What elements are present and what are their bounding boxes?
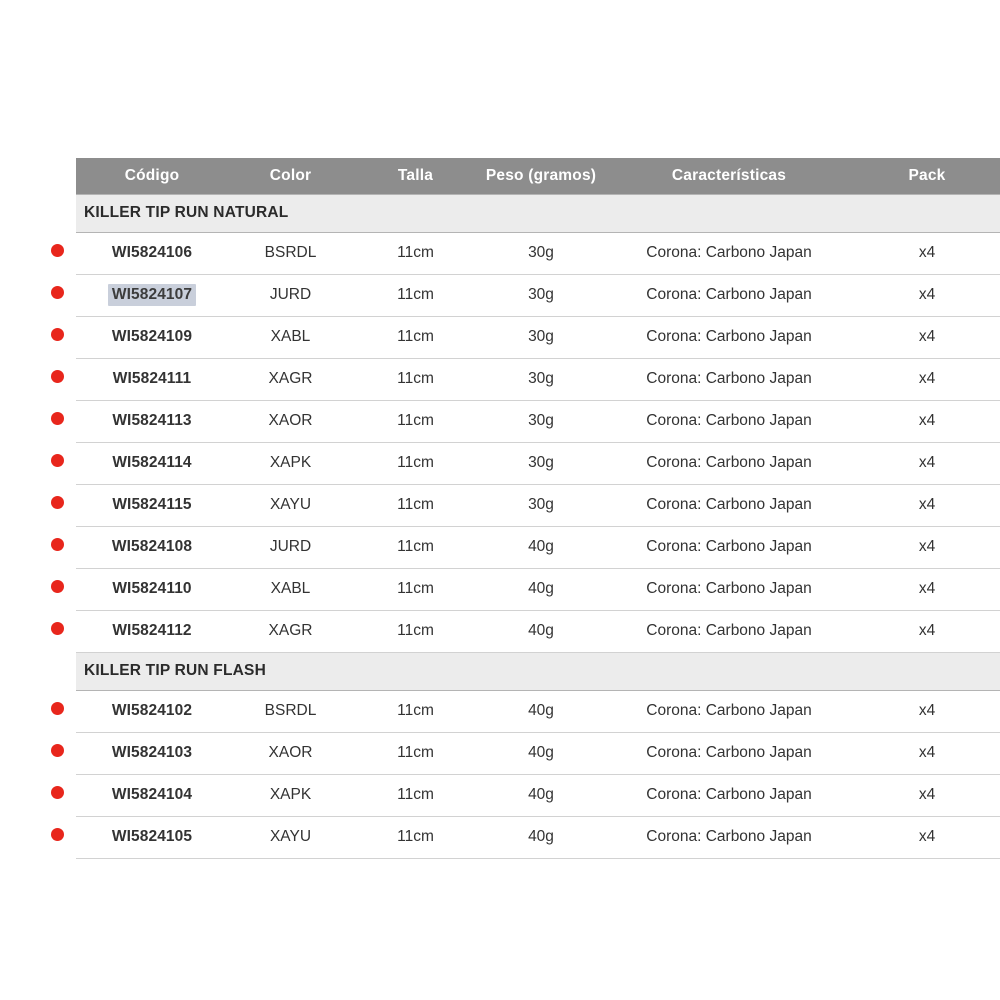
table-row[interactable] xyxy=(38,442,1000,484)
cell-codigo[interactable] xyxy=(76,484,228,526)
cell-pack: x4 xyxy=(854,690,1000,732)
bullet-dot-icon xyxy=(51,580,64,593)
column-header-color: Color xyxy=(269,166,312,184)
cell-color: XAOR xyxy=(228,400,353,442)
table-header-row xyxy=(38,158,1000,194)
row-marker-cell xyxy=(38,774,76,816)
cell-codigo[interactable] xyxy=(76,442,228,484)
product-code[interactable]: WI5824115 xyxy=(112,496,192,513)
cell-color: XABL xyxy=(228,568,353,610)
product-code[interactable]: WI5824110 xyxy=(112,580,192,597)
cell-color: BSRDL xyxy=(228,232,353,274)
bullet-dot-icon xyxy=(51,702,64,715)
cell-talla: 11cm xyxy=(353,274,478,316)
table-row[interactable] xyxy=(38,774,1000,816)
cell-codigo[interactable] xyxy=(76,232,228,274)
cell-pack: x4 xyxy=(854,232,1000,274)
product-code[interactable]: WI5824105 xyxy=(111,828,193,845)
cell-pack: x4 xyxy=(854,400,1000,442)
cell-color: XAGR xyxy=(228,610,353,652)
table-row[interactable] xyxy=(38,690,1000,732)
cell-talla: 11cm xyxy=(353,526,478,568)
product-code[interactable]: WI5824102 xyxy=(111,702,193,719)
cell-peso: 30g xyxy=(478,232,604,274)
cell-peso: 30g xyxy=(478,442,604,484)
table-row[interactable] xyxy=(38,732,1000,774)
cell-color: XAOR xyxy=(228,732,353,774)
cell-peso: 40g xyxy=(478,774,604,816)
row-marker-cell xyxy=(38,610,76,652)
bullet-dot-icon xyxy=(51,622,64,635)
cell-talla: 11cm xyxy=(353,400,478,442)
table-row[interactable] xyxy=(38,816,1000,858)
cell-talla: 11cm xyxy=(353,484,478,526)
cell-color: JURD xyxy=(228,526,353,568)
bullet-dot-icon xyxy=(51,496,64,509)
bullet-dot-icon xyxy=(51,744,64,757)
column-header-talla: Talla xyxy=(397,166,434,184)
cell-peso: 40g xyxy=(478,526,604,568)
column-header-caracteristicas: Características xyxy=(671,166,787,184)
cell-pack: x4 xyxy=(854,774,1000,816)
cell-caracteristicas: Corona: Carbono Japan xyxy=(604,526,854,568)
cell-talla: 11cm xyxy=(353,358,478,400)
group-row-spacer xyxy=(38,652,76,690)
table-row[interactable] xyxy=(38,484,1000,526)
cell-caracteristicas: Corona: Carbono Japan xyxy=(604,484,854,526)
column-header-peso: Peso (gramos) xyxy=(485,166,597,184)
cell-talla: 11cm xyxy=(353,774,478,816)
cell-color: BSRDL xyxy=(228,690,353,732)
cell-color: XAPK xyxy=(228,442,353,484)
cell-peso: 30g xyxy=(478,316,604,358)
table-row[interactable] xyxy=(38,274,1000,316)
table-row[interactable] xyxy=(38,232,1000,274)
cell-peso: 40g xyxy=(478,690,604,732)
cell-caracteristicas: Corona: Carbono Japan xyxy=(604,732,854,774)
product-code[interactable]: WI5824114 xyxy=(112,454,192,471)
group-header-row xyxy=(38,194,1000,232)
bullet-dot-icon xyxy=(51,328,64,341)
cell-peso: 40g xyxy=(478,732,604,774)
cell-pack: x4 xyxy=(854,442,1000,484)
cell-peso: 30g xyxy=(478,400,604,442)
cell-codigo[interactable] xyxy=(76,316,228,358)
cell-pack: x4 xyxy=(854,568,1000,610)
cell-color: XAGR xyxy=(228,358,353,400)
bullet-dot-icon xyxy=(51,286,64,299)
row-marker-cell xyxy=(38,690,76,732)
product-code[interactable]: WI5824108 xyxy=(111,538,193,555)
cell-peso: 40g xyxy=(478,568,604,610)
cell-color: XAYU xyxy=(228,816,353,858)
group-title: KILLER TIP RUN NATURAL xyxy=(76,194,1000,232)
cell-peso: 30g xyxy=(478,274,604,316)
product-code[interactable]: WI5824104 xyxy=(111,786,193,803)
cell-pack: x4 xyxy=(854,732,1000,774)
row-marker-cell xyxy=(38,816,76,858)
cell-peso: 40g xyxy=(478,816,604,858)
cell-talla: 11cm xyxy=(353,442,478,484)
cell-talla: 11cm xyxy=(353,732,478,774)
cell-color: JURD xyxy=(228,274,353,316)
table-row[interactable] xyxy=(38,316,1000,358)
cell-codigo[interactable] xyxy=(76,774,228,816)
table-row[interactable] xyxy=(38,526,1000,568)
bullet-dot-icon xyxy=(51,412,64,425)
cell-caracteristicas: Corona: Carbono Japan xyxy=(604,232,854,274)
cell-pack: x4 xyxy=(854,358,1000,400)
cell-codigo[interactable] xyxy=(76,568,228,610)
cell-codigo[interactable] xyxy=(76,358,228,400)
cell-caracteristicas: Corona: Carbono Japan xyxy=(604,610,854,652)
cell-caracteristicas: Corona: Carbono Japan xyxy=(604,774,854,816)
cell-pack: x4 xyxy=(854,316,1000,358)
row-marker-cell xyxy=(38,232,76,274)
cell-talla: 11cm xyxy=(353,568,478,610)
cell-peso: 30g xyxy=(478,484,604,526)
product-code[interactable]: WI5824111 xyxy=(112,370,192,387)
cell-peso: 30g xyxy=(478,358,604,400)
cell-pack: x4 xyxy=(854,526,1000,568)
cell-codigo[interactable] xyxy=(76,400,228,442)
cell-caracteristicas: Corona: Carbono Japan xyxy=(604,816,854,858)
table-header xyxy=(38,158,1000,194)
table-row[interactable] xyxy=(38,610,1000,652)
row-marker-cell xyxy=(38,732,76,774)
cell-talla: 11cm xyxy=(353,816,478,858)
cell-talla: 11cm xyxy=(353,690,478,732)
cell-codigo[interactable] xyxy=(76,690,228,732)
row-marker-cell xyxy=(38,484,76,526)
cell-caracteristicas: Corona: Carbono Japan xyxy=(604,690,854,732)
bullet-dot-icon xyxy=(51,454,64,467)
bullet-dot-icon xyxy=(51,538,64,551)
cell-pack: x4 xyxy=(854,610,1000,652)
cell-caracteristicas: Corona: Carbono Japan xyxy=(604,316,854,358)
bullet-dot-icon xyxy=(51,828,64,841)
column-header-codigo: Código xyxy=(124,166,180,184)
cell-caracteristicas: Corona: Carbono Japan xyxy=(604,274,854,316)
cell-color: XABL xyxy=(228,316,353,358)
product-code[interactable]: WI5824112 xyxy=(112,622,192,639)
bullet-dot-icon xyxy=(51,370,64,383)
cell-talla: 11cm xyxy=(353,232,478,274)
cell-codigo[interactable] xyxy=(76,816,228,858)
cell-caracteristicas: Corona: Carbono Japan xyxy=(604,358,854,400)
cell-caracteristicas: Corona: Carbono Japan xyxy=(604,400,854,442)
product-code[interactable]: WI5824113 xyxy=(112,412,192,429)
row-marker-cell xyxy=(38,274,76,316)
group-header-row xyxy=(38,652,1000,690)
group-title: KILLER TIP RUN FLASH xyxy=(76,652,1000,690)
row-marker-cell xyxy=(38,400,76,442)
cell-talla: 11cm xyxy=(353,610,478,652)
cell-pack: x4 xyxy=(854,816,1000,858)
cell-codigo[interactable] xyxy=(76,526,228,568)
table-row[interactable] xyxy=(38,358,1000,400)
product-code[interactable]: WI5824103 xyxy=(111,744,193,761)
product-code-selected[interactable]: WI5824107 xyxy=(108,284,196,306)
product-table xyxy=(38,158,1000,859)
product-code[interactable]: WI5824106 xyxy=(111,244,193,261)
cell-color: XAPK xyxy=(228,774,353,816)
row-marker-cell xyxy=(38,358,76,400)
cell-codigo[interactable] xyxy=(76,610,228,652)
cell-caracteristicas: Corona: Carbono Japan xyxy=(604,568,854,610)
cell-codigo[interactable] xyxy=(76,732,228,774)
product-code[interactable]: WI5824109 xyxy=(111,328,193,345)
cell-talla: 11cm xyxy=(353,316,478,358)
product-table-container xyxy=(38,158,1000,859)
row-marker-cell xyxy=(38,442,76,484)
cell-peso: 40g xyxy=(478,610,604,652)
cell-color: XAYU xyxy=(228,484,353,526)
cell-caracteristicas: Corona: Carbono Japan xyxy=(604,442,854,484)
table-body xyxy=(38,194,1000,858)
table-row[interactable] xyxy=(38,568,1000,610)
bullet-dot-icon xyxy=(51,786,64,799)
cell-pack: x4 xyxy=(854,484,1000,526)
cell-pack: x4 xyxy=(854,274,1000,316)
group-row-spacer xyxy=(38,194,76,232)
table-row[interactable] xyxy=(38,400,1000,442)
column-header-dot xyxy=(38,158,76,194)
cell-codigo[interactable] xyxy=(76,274,228,316)
row-marker-cell xyxy=(38,316,76,358)
row-marker-cell xyxy=(38,526,76,568)
bullet-dot-icon xyxy=(51,244,64,257)
row-marker-cell xyxy=(38,568,76,610)
column-header-pack: Pack xyxy=(908,166,946,184)
